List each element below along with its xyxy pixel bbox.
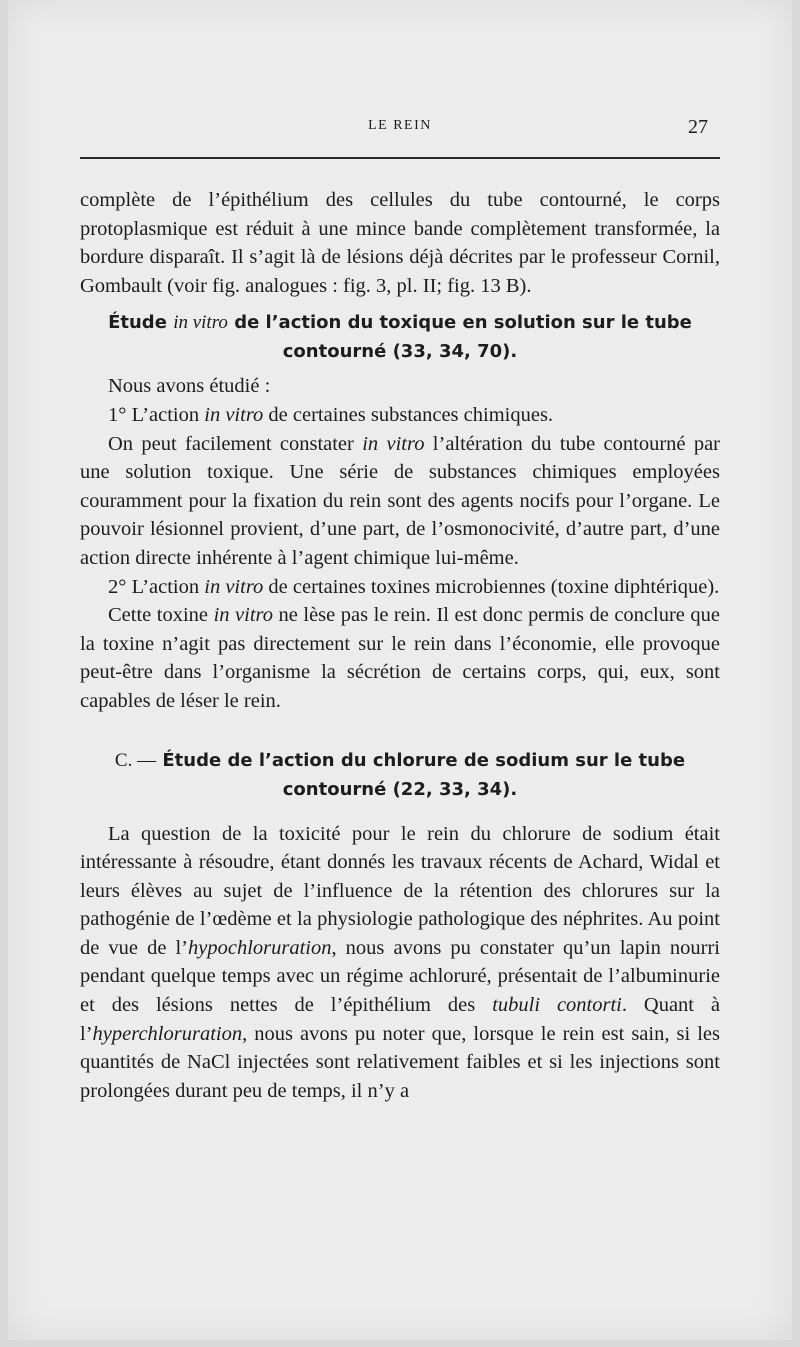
- running-head: LE REIN: [368, 118, 432, 133]
- text: 2° L’action: [108, 575, 200, 598]
- heading-text: Étude: [108, 312, 167, 334]
- italic-text: in vitro: [204, 403, 264, 426]
- paragraph: Nous avons étudié :: [108, 375, 271, 398]
- italic-text: hyperchloruration: [92, 1022, 243, 1045]
- text: On peut facilement constater: [108, 432, 354, 455]
- text: l’altération du tube contourné par une solution toxique. Une série de substances chimiques employées couramment pour la fixation du rein sont des agents nocifs pour l’organe. Le pouvoir lésionnel provient, d’une part, de l’osmonocivité, d’autre part, d’une action directe inhérente à l’agent chimique lui-même.: [80, 432, 721, 569]
- paragraph: [80, 401, 720, 430]
- header-rule: [80, 157, 720, 159]
- italic-text: in vitro: [204, 575, 264, 598]
- body-text: [80, 186, 720, 1105]
- heading-text: Étude de l’action du chlorure de sodium sur le tube contourné (22, 33, 34).: [162, 749, 686, 800]
- italic-text: tubuli contorti: [492, 994, 622, 1017]
- text: Cette toxine: [108, 604, 209, 627]
- text: . Quant à l’: [80, 994, 721, 1045]
- paragraph: complète de l’épithélium des cellules du tube contourné, le corps protoplasmique est réduit à une mince bande complètement transformée, la bordure disparaît. Il s’agit là de lésions déjà décrites par le professeur Cornil, Gombault (voir fig. analogues : fig. 3, pl. II; fig. 13 B).: [80, 189, 720, 297]
- page-header: [8, 112, 792, 142]
- text: 1° L’action: [108, 403, 200, 426]
- section-heading-c: [80, 746, 720, 804]
- subheading-in-vitro: [80, 308, 720, 366]
- paragraph: [80, 601, 720, 715]
- page-number: 27: [688, 116, 708, 138]
- section-letter: C. —: [114, 749, 157, 771]
- text: , nous avons pu noter que, lorsque le rein est sain, si les quantités de NaCl injectées sont relativement faibles et si les injections sont prolongées durant peu de temps, il n’y a: [80, 1022, 720, 1102]
- paragraph: [80, 430, 720, 573]
- text: ne lèse pas le rein. Il est donc permis de conclure que la toxine n’agit pas directement sur le rein dans l’économie, elle provoque peut-être dans l’organisme la sécrétion de certains corps, qui, eux, sont capables de léser le rein.: [80, 604, 721, 712]
- italic-text: in vitro: [213, 604, 273, 627]
- heading-italic: in vitro: [173, 312, 228, 334]
- document-page: [8, 0, 792, 1340]
- italic-text: in vitro: [362, 432, 425, 455]
- paragraph: [80, 573, 720, 602]
- text: de certaines toxines microbiennes (toxine diphtérique).: [268, 575, 720, 598]
- italic-text: hypochloruration: [188, 936, 332, 959]
- text: de certaines substances chimiques.: [268, 403, 554, 426]
- text: La question de la toxicité pour le rein du chlorure de sodium était intéressante à résoudre, étant donnés les travaux récents de Achard, Widal et leurs élèves au sujet de l’influence de la rétention des chlorures sur la pathogénie de l’œdème et la physiologie pathologique des néphrites. Au point de vue de l’: [80, 822, 720, 959]
- paragraph: [80, 820, 720, 1106]
- heading-text: de l’action du toxique en solution sur le tube contourné (33, 34, 70).: [234, 312, 692, 363]
- text: , nous avons pu constater qu’un lapin nourri pendant quelque temps avec un régime achloruré, présentait de l’albuminurie et des lésions nettes de l’épithélium des: [80, 936, 720, 1017]
